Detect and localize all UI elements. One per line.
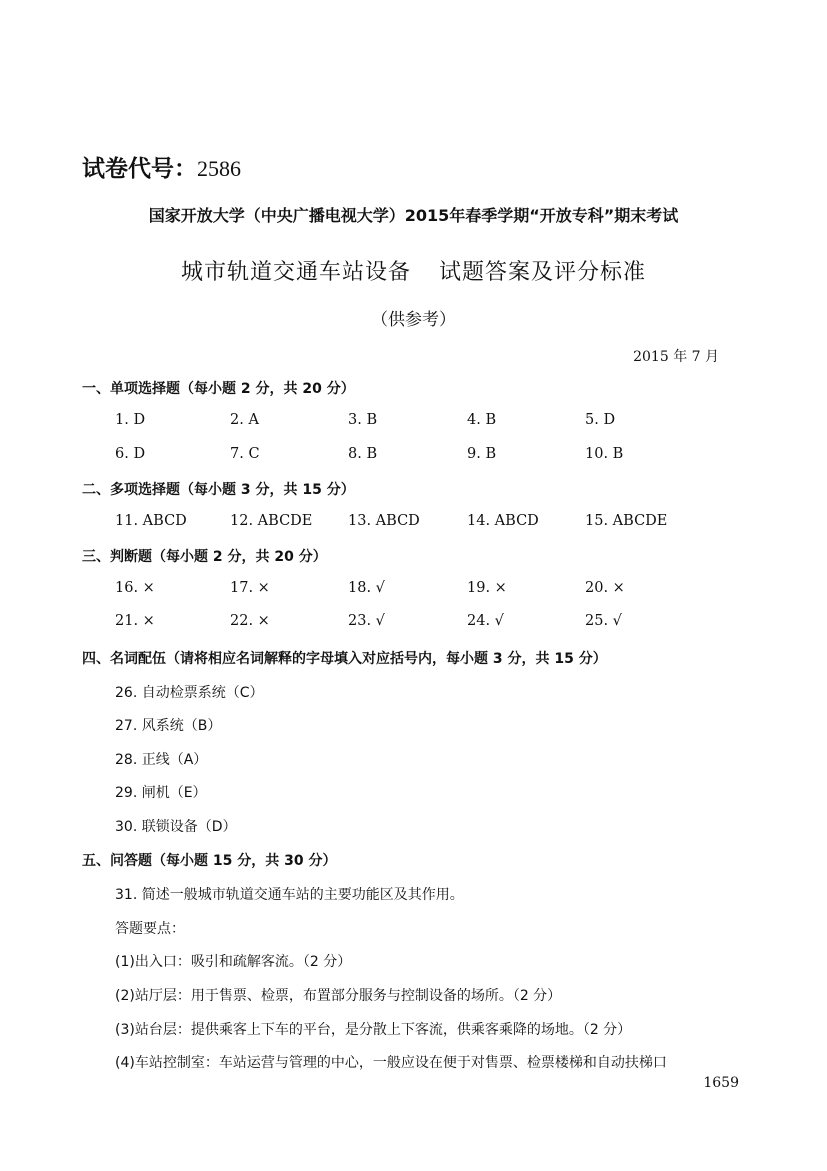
answer-item: 5. D — [585, 412, 616, 428]
answer-item: 10. B — [585, 446, 624, 462]
section-title-multiple-choice: 二、多项选择题（每小题 3 分，共 15 分） — [82, 482, 355, 498]
answer-item: 24. √ — [467, 613, 504, 629]
answer-item: 18. √ — [348, 580, 385, 596]
answer-item: 15. ABCDE — [585, 513, 668, 529]
answer-point: (4)车站控制室：车站运营与管理的中心，一般应设在便于对售票、检票楼梯和自动扶梯口 — [115, 1055, 667, 1071]
subject-title — [0, 255, 827, 286]
question-text: 31. 简述一般城市轨道交通车站的主要功能区及其作用。 — [115, 887, 464, 903]
answer-item: 12. ABCDE — [230, 513, 313, 529]
answer-item: 23. √ — [348, 613, 385, 629]
exam-date: 2015 年 7 月 — [633, 349, 719, 365]
answer-item: 3. B — [348, 412, 378, 428]
matching-item: 28. 正线（A） — [115, 752, 208, 768]
answer-item: 17. × — [230, 580, 270, 596]
answer-item: 11. ABCD — [115, 513, 187, 529]
section-title-term-matching: 四、名词配伍（请将相应名词解释的字母填入对应括号内，每小题 3 分，共 15 分） — [82, 651, 607, 667]
page-number: 1659 — [703, 1075, 739, 1091]
answer-item: 16. × — [115, 580, 155, 596]
section-title-true-false: 三、判断题（每小题 2 分，共 20 分） — [82, 549, 327, 565]
answer-item: 2. A — [230, 412, 259, 428]
answer-item: 4. B — [467, 412, 497, 428]
answer-item: 6. D — [115, 446, 146, 462]
answer-item: 13. ABCD — [348, 513, 420, 529]
subject-name: 城市轨道交通车站设备 — [180, 260, 411, 285]
answer-item: 9. B — [467, 446, 497, 462]
answer-label: 答题要点： — [115, 921, 185, 937]
matching-item: 30. 联锁设备（D） — [115, 819, 237, 835]
matching-item: 26. 自动检票系统（C） — [115, 685, 264, 701]
answer-point: (1)出入口：吸引和疏解客流。（2 分） — [115, 954, 352, 970]
answer-item: 8. B — [348, 446, 378, 462]
answer-item: 7. C — [230, 446, 260, 462]
section-title-short-answer: 五、问答题（每小题 15 分，共 30 分） — [82, 853, 337, 869]
reference-note: （供参考） — [371, 310, 456, 330]
answer-item: 1. D — [115, 412, 146, 428]
answer-item: 20. × — [585, 580, 625, 596]
answer-subtitle: 试题答案及评分标准 — [439, 260, 647, 285]
exam-code-label: 试卷代号： — [82, 156, 197, 182]
exam-title: 国家开放大学（中央广播电视大学）2015年春季学期“开放专科”期末考试 — [148, 206, 679, 225]
answer-item: 21. × — [115, 613, 155, 629]
matching-item: 29. 闸机（E） — [115, 785, 207, 801]
answer-item: 14. ABCD — [467, 513, 539, 529]
answer-item: 22. × — [230, 613, 270, 629]
answer-item: 25. √ — [585, 613, 622, 629]
matching-item: 27. 风系统（B） — [115, 718, 222, 734]
section-title-single-choice: 一、单项选择题（每小题 2 分，共 20 分） — [82, 381, 355, 397]
answer-point: (2)站厅层：用于售票、检票，布置部分服务与控制设备的场所。（2 分） — [115, 988, 562, 1004]
answer-item: 19. × — [467, 580, 507, 596]
exam-code-number: 2586 — [197, 156, 241, 181]
answer-point: (3)站台层：提供乘客上下车的平台，是分散上下客流，供乘客乘降的场地。（2 分） — [115, 1022, 632, 1038]
exam-code — [82, 150, 241, 183]
